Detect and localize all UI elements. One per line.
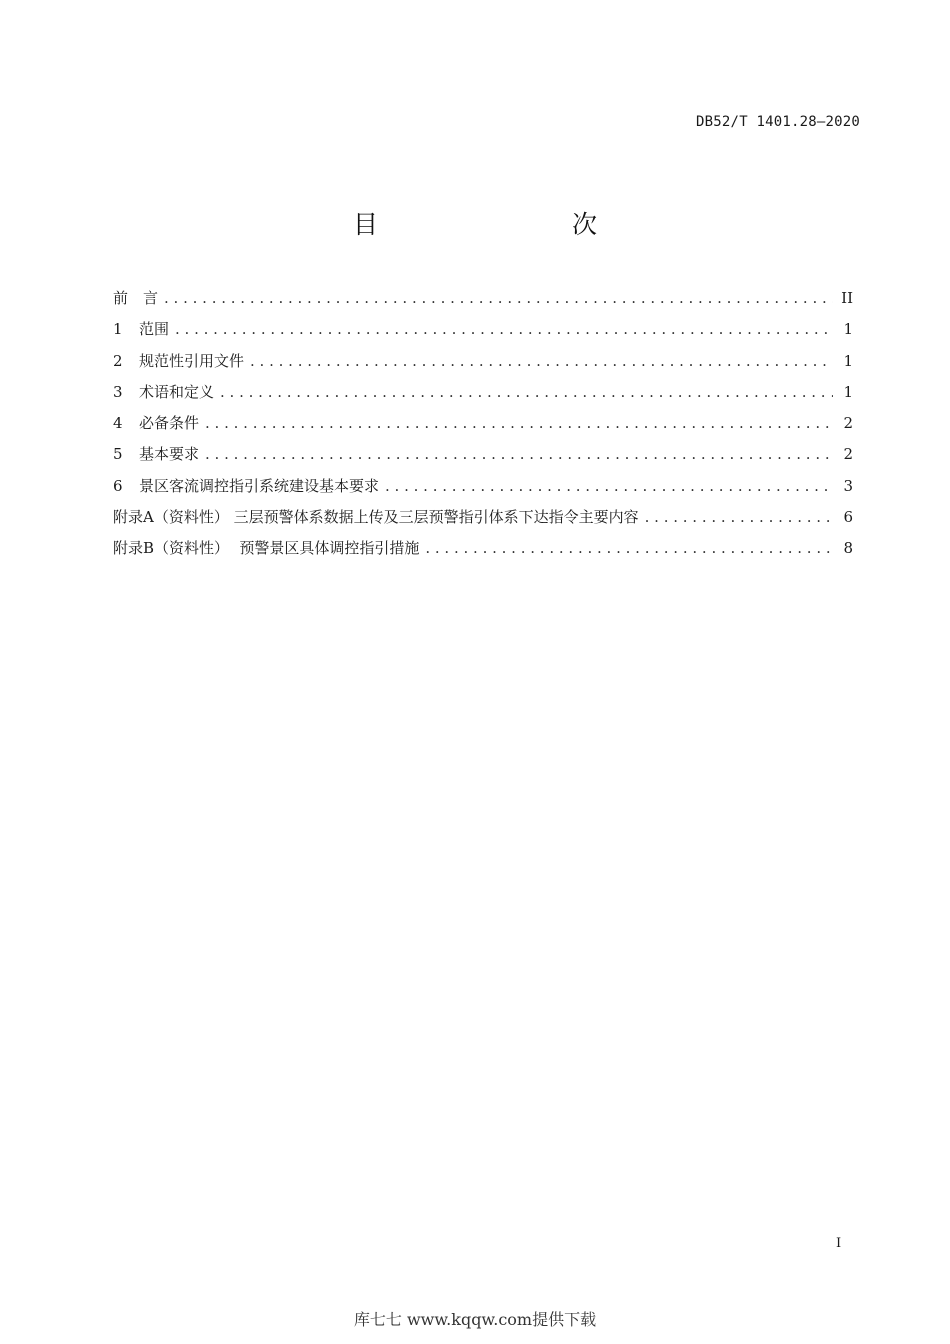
toc-entry-appendix-b[interactable]	[113, 533, 853, 564]
toc-entry-label: 前 言	[113, 289, 159, 307]
toc-entry-label: 规范性引用文件	[139, 351, 245, 370]
toc-entry-number: 4	[113, 414, 123, 433]
toc-leader-dots	[164, 283, 833, 314]
toc-entry-page: 1	[843, 320, 853, 339]
toc-entry-number: 2	[113, 351, 123, 370]
toc-entry-appendix-a[interactable]	[113, 502, 853, 533]
toc-entry-terms-definitions[interactable]	[113, 377, 853, 408]
toc-entry-page: 8	[843, 539, 853, 558]
toc-entry-page: 2	[843, 414, 853, 433]
toc-entry-page: 2	[843, 445, 853, 464]
toc-leader-dots	[250, 346, 833, 377]
toc-entry-necessary-conditions[interactable]	[113, 408, 853, 439]
toc-entry-number: 1	[113, 320, 123, 339]
toc-entry-label: 必备条件	[139, 414, 200, 433]
toc-entry-label: 基本要求	[139, 445, 200, 464]
toc-entry-label: 三层预警体系数据上传及三层预警指引体系下达指令主要内容	[233, 508, 639, 527]
toc-entry-label: 范围	[139, 320, 170, 339]
toc-entry-scope[interactable]	[113, 314, 853, 345]
table-of-contents	[113, 283, 853, 565]
toc-entry-number: 3	[113, 382, 123, 401]
page-number: I	[836, 1236, 842, 1251]
toc-entry-basic-requirements[interactable]	[113, 439, 853, 470]
toc-entry-number: 6	[113, 476, 123, 495]
toc-leader-dots	[205, 439, 833, 470]
toc-entry-label: 术语和定义	[139, 382, 215, 401]
toc-leader-dots	[205, 408, 833, 439]
toc-leader-dots	[175, 314, 833, 345]
toc-leader-dots	[220, 377, 833, 408]
toc-entry-page: 3	[843, 476, 853, 495]
toc-entry-system-construction[interactable]	[113, 471, 853, 502]
toc-entry-number: 5	[113, 445, 123, 464]
toc-entry-page: 6	[843, 508, 853, 527]
toc-leader-dots	[385, 471, 833, 502]
toc-entry-foreword[interactable]	[113, 283, 853, 314]
toc-leader-dots	[425, 533, 833, 564]
page-title: 目 次	[352, 210, 645, 239]
toc-entry-normative-references[interactable]	[113, 346, 853, 377]
toc-leader-dots	[645, 502, 833, 533]
toc-entry-page: II	[841, 289, 853, 307]
download-watermark: 库七七 www.kqqw.com提供下载	[353, 1310, 597, 1329]
toc-entry-page: 1	[843, 351, 853, 370]
toc-entry-label: 预警景区具体调控指引措施	[239, 539, 420, 558]
standard-code: DB52/T 1401.28—2020	[696, 114, 860, 130]
toc-entry-label: 景区客流调控指引系统建设基本要求	[139, 476, 380, 495]
toc-entry-page: 1	[843, 382, 853, 401]
toc-entry-number: 附录B（资料性）	[113, 539, 230, 558]
toc-entry-number: 附录A（资料性）	[113, 508, 229, 527]
